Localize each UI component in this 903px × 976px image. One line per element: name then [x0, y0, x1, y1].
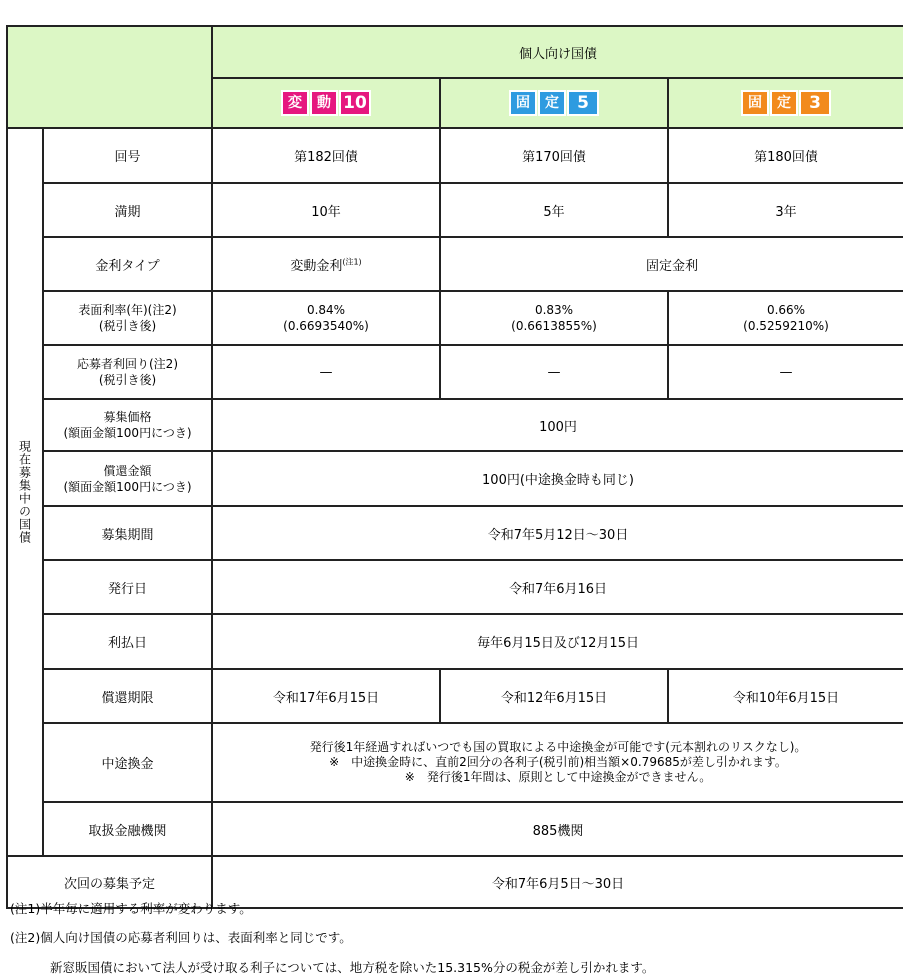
table-cell: 令和12年6月15日 — [440, 669, 668, 723]
header-row — [7, 26, 903, 78]
table-cell: 0.84% (0.6693540%) — [212, 291, 440, 345]
row-label: 募集価格 (額面金額100円につき) — [43, 399, 212, 451]
row-label: 回号 — [43, 128, 212, 183]
table-cell: 毎年6月15日及び12月15日 — [212, 614, 903, 669]
table-row — [7, 399, 903, 451]
header-corner — [7, 26, 212, 128]
table-cell: — — [668, 345, 903, 399]
row-label: 募集期間 — [43, 506, 212, 560]
table-cell: 5年 — [440, 183, 668, 237]
table-cell: 令和17年6月15日 — [212, 669, 440, 723]
table-cell: 変動金利$^{(注1)}$ — [212, 237, 440, 291]
table-cell: 10年 — [212, 183, 440, 237]
table-cell: 発行後1年経過すればいつでも国の買取による中途換金が可能です(元本割れのリスクなし)。 ※ 中途換金時に、直前2回分の各利子(税引前)相当額×0.79685が差し引かれます。 ※ 発行後1年間は、原則として中途換金ができません。 — [212, 723, 903, 802]
fixed3-badge: 固 定 3 — [741, 90, 831, 116]
row-label: 発行日 — [43, 560, 212, 614]
side-label: 現在募集中の国債 — [17, 440, 32, 544]
row-label: 利払日 — [43, 614, 212, 669]
side-label-cell — [7, 128, 43, 856]
footnote-3: 新窓販国債において法人が受け取る利子については、地方税を除いた15.315%分の税金が差し引かれます。 — [50, 960, 655, 975]
row-label: 償還期限 — [43, 669, 212, 723]
table-cell: 令和7年6月5日～30日 — [212, 856, 903, 908]
table-row — [7, 345, 903, 399]
table-title: 個人向け国債 — [212, 26, 903, 78]
table-cell: — — [212, 345, 440, 399]
table-cell: 令和7年5月12日～30日 — [212, 506, 903, 560]
row-label: 満期 — [43, 183, 212, 237]
table-row — [7, 506, 903, 560]
table-cell: 第182回債 — [212, 128, 440, 183]
table-cell: 0.66% (0.5259210%) — [668, 291, 903, 345]
badge-cell-floating10 — [212, 78, 440, 128]
row-label: 金利タイプ — [43, 237, 212, 291]
note-mark: (注1) — [342, 257, 362, 267]
table-cell: 885機関 — [212, 802, 903, 856]
table-cell: 令和10年6月15日 — [668, 669, 903, 723]
table-cell: 0.83% (0.6613855%) — [440, 291, 668, 345]
table-cell: 令和7年6月16日 — [212, 560, 903, 614]
table-cell: 固定金利 — [440, 237, 903, 291]
row-label: 中途換金 — [43, 723, 212, 802]
fixed5-badge: 固 定 5 — [509, 90, 599, 116]
row-label: 償還金額 (額面金額100円につき) — [43, 451, 212, 506]
table-row — [7, 183, 903, 237]
table-row — [7, 451, 903, 506]
table-cell: 100円(中途換金時も同じ) — [212, 451, 903, 506]
table-cell: 第180回債 — [668, 128, 903, 183]
row-label: 取扱金融機関 — [43, 802, 212, 856]
floating10-badge: 変 動 10 — [281, 90, 371, 116]
footnote-2: (注2)個人向け国債の応募者利回りは、表面利率と同じです。 — [10, 930, 352, 945]
row-label: 応募者利回り(注2) (税引き後) — [43, 345, 212, 399]
badge-cell-fixed3 — [668, 78, 903, 128]
table-cell: — — [440, 345, 668, 399]
row-label: 表面利率(年)(注2) (税引き後) — [43, 291, 212, 345]
table-cell: 100円 — [212, 399, 903, 451]
table-cell: 3年 — [668, 183, 903, 237]
bond-table — [6, 25, 903, 909]
table-row — [7, 291, 903, 345]
table-row — [7, 614, 903, 669]
table-row — [7, 560, 903, 614]
table-row — [7, 128, 903, 183]
row-label: 次回の募集予定 — [7, 856, 212, 908]
footnote-1: (注1)半年毎に適用する利率が変わります。 — [10, 901, 252, 916]
badge-cell-fixed5 — [440, 78, 668, 128]
table-cell: 第170回債 — [440, 128, 668, 183]
table-row — [7, 802, 903, 856]
table-row — [7, 237, 903, 291]
table-row — [7, 723, 903, 802]
table-row — [7, 669, 903, 723]
